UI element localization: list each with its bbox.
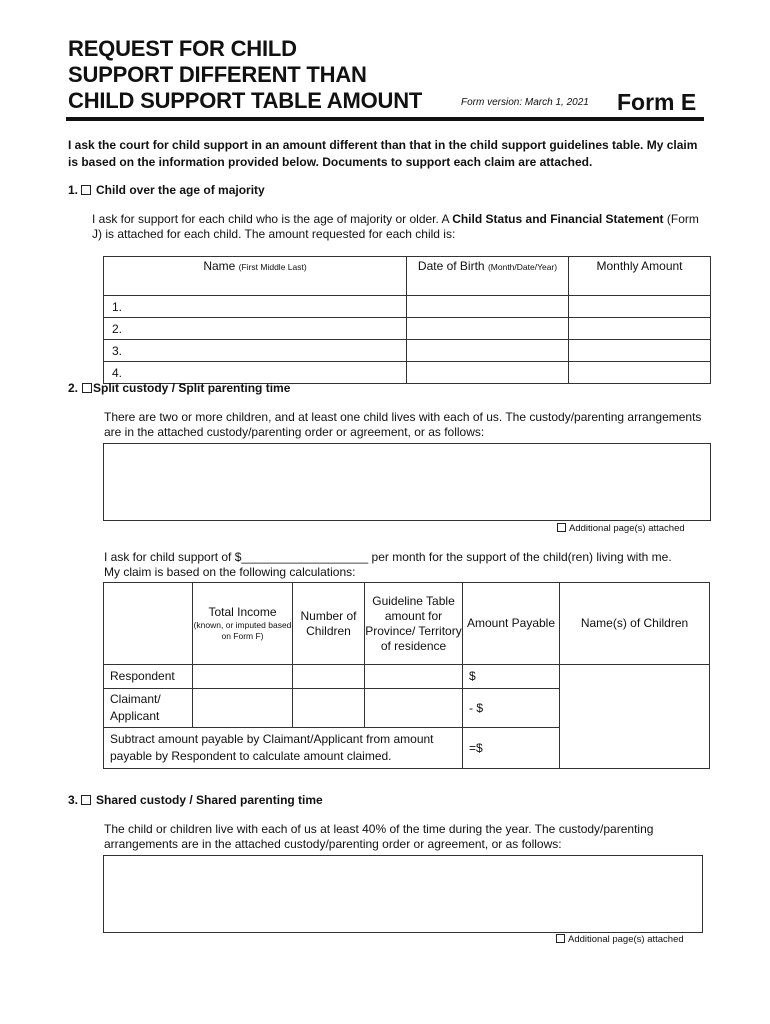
section2-arrangements-box[interactable]: [103, 443, 711, 521]
majority-children-table: [103, 256, 711, 384]
table-row: [104, 296, 711, 318]
section2-title: Split custody / Split parenting time: [93, 381, 291, 395]
section2-additional-checkbox[interactable]: [557, 523, 566, 532]
form-title: [68, 36, 422, 114]
row-label[interactable]: 3.: [104, 340, 407, 362]
title-line-1: REQUEST FOR CHILD: [68, 36, 297, 61]
col-income-label: Total Income: [208, 605, 277, 619]
section3-arrangements-box[interactable]: [103, 855, 703, 933]
dob-cell[interactable]: [407, 340, 569, 362]
section2-additional: [557, 523, 685, 534]
section3-additional: [556, 934, 684, 945]
dob-cell[interactable]: [407, 296, 569, 318]
col-dob-label: Date of Birth: [417, 259, 485, 273]
respondent-payable[interactable]: $: [463, 665, 560, 689]
section3-text: The child or children live with each of us at least 40% of the time during the year. The custody/parenting arrangements are in the attached custody/parenting order or agreement, or as follows:: [104, 822, 654, 851]
section3-number: 3.: [68, 793, 79, 807]
claim-line: My claim is based on the following calculations:: [104, 565, 356, 579]
claimant-payable[interactable]: - $: [463, 689, 560, 728]
section1-number: 1.: [68, 183, 79, 197]
dob-cell[interactable]: [407, 318, 569, 340]
respondent-number[interactable]: [293, 665, 365, 689]
section2-heading: [68, 381, 290, 395]
respondent-label: Respondent: [104, 665, 193, 689]
claimant-income[interactable]: [193, 689, 293, 728]
claimant-number[interactable]: [293, 689, 365, 728]
col-number-header: Number of Children: [293, 583, 365, 665]
table-row: [104, 318, 711, 340]
col-amount-header: Monthly Amount: [569, 257, 711, 296]
claimed-amount[interactable]: =$: [463, 728, 560, 769]
dob-cell[interactable]: [407, 362, 569, 384]
children-names-cell[interactable]: [560, 665, 710, 769]
col-guideline-header: Guideline Table amount for Province/ Territory of residence: [365, 583, 463, 665]
blank-header: [104, 583, 193, 665]
amount-cell[interactable]: [569, 318, 711, 340]
intro-text: I ask the court for child support in an amount different than that in the child support guidelines table. My claim is based on the information provided below. Documents to support each claim are attached.: [68, 138, 698, 169]
amount-cell[interactable]: [569, 340, 711, 362]
header-rule: [66, 117, 704, 121]
section3-heading: [68, 793, 323, 807]
col-dob-note: (Month/Date/Year): [487, 262, 558, 272]
col-income-note: (known, or imputed based on Form F): [193, 620, 292, 641]
section3-additional-label: Additional page(s) attached: [568, 934, 684, 945]
split-calc-table: [103, 582, 710, 769]
col-dob-header: [407, 257, 569, 296]
row-label[interactable]: 2.: [104, 318, 407, 340]
col-name-label: Name: [203, 259, 236, 273]
row-label[interactable]: 1.: [104, 296, 407, 318]
col-income-header: [193, 583, 293, 665]
respondent-income[interactable]: [193, 665, 293, 689]
section1-text-before: I ask for support for each child who is the age of majority or older. A: [92, 212, 453, 226]
section1-heading: [68, 183, 265, 197]
section3-additional-checkbox[interactable]: [556, 934, 565, 943]
col-payable-header: Amount Payable: [463, 583, 560, 665]
section1-text-after: (Form J) is attached for each child. The amount requested for each child is:: [92, 212, 699, 241]
amount-cell[interactable]: [569, 362, 711, 384]
title-line-3: CHILD SUPPORT TABLE AMOUNT: [68, 88, 423, 113]
row-label[interactable]: 4.: [104, 362, 407, 384]
section1-checkbox[interactable]: [81, 185, 91, 195]
section2-checkbox[interactable]: [82, 383, 92, 393]
section3-title: Shared custody / Shared parenting time: [96, 793, 323, 807]
subtract-label: Subtract amount payable by Claimant/Applicant from amount payable by Respondent to calculate amount claimed.: [104, 728, 463, 769]
col-name-note: (First Middle Last): [238, 262, 307, 272]
table-row: [104, 340, 711, 362]
form-label: Form E: [617, 89, 697, 115]
section2-text: There are two or more children, and at least one child lives with each of us. The custody/parenting arrangements are in the attached custody/parenting order or agreement, or as follows:: [104, 410, 702, 439]
respondent-guideline[interactable]: [365, 665, 463, 689]
section1-text-bold: Child Status and Financial Statement: [452, 212, 664, 226]
respondent-row: [104, 665, 710, 689]
form-version: Form version: March 1, 2021: [461, 97, 589, 108]
amount-cell[interactable]: [569, 296, 711, 318]
section1-title: Child over the age of majority: [96, 183, 265, 197]
title-line-2: SUPPORT DIFFERENT THAN: [68, 62, 367, 87]
section1-text: [92, 212, 707, 242]
section3-checkbox[interactable]: [81, 795, 91, 805]
claimant-label: Claimant/ Applicant: [104, 689, 193, 728]
col-name-header: [104, 257, 407, 296]
support-amount-line: I ask for child support of $___________________ per month for the support of the child(ren) living with me.: [104, 550, 672, 564]
claimant-guideline[interactable]: [365, 689, 463, 728]
col-names-header: Name(s) of Children: [560, 583, 710, 665]
section2-additional-label: Additional page(s) attached: [569, 523, 685, 534]
section2-number: 2.: [68, 381, 79, 395]
